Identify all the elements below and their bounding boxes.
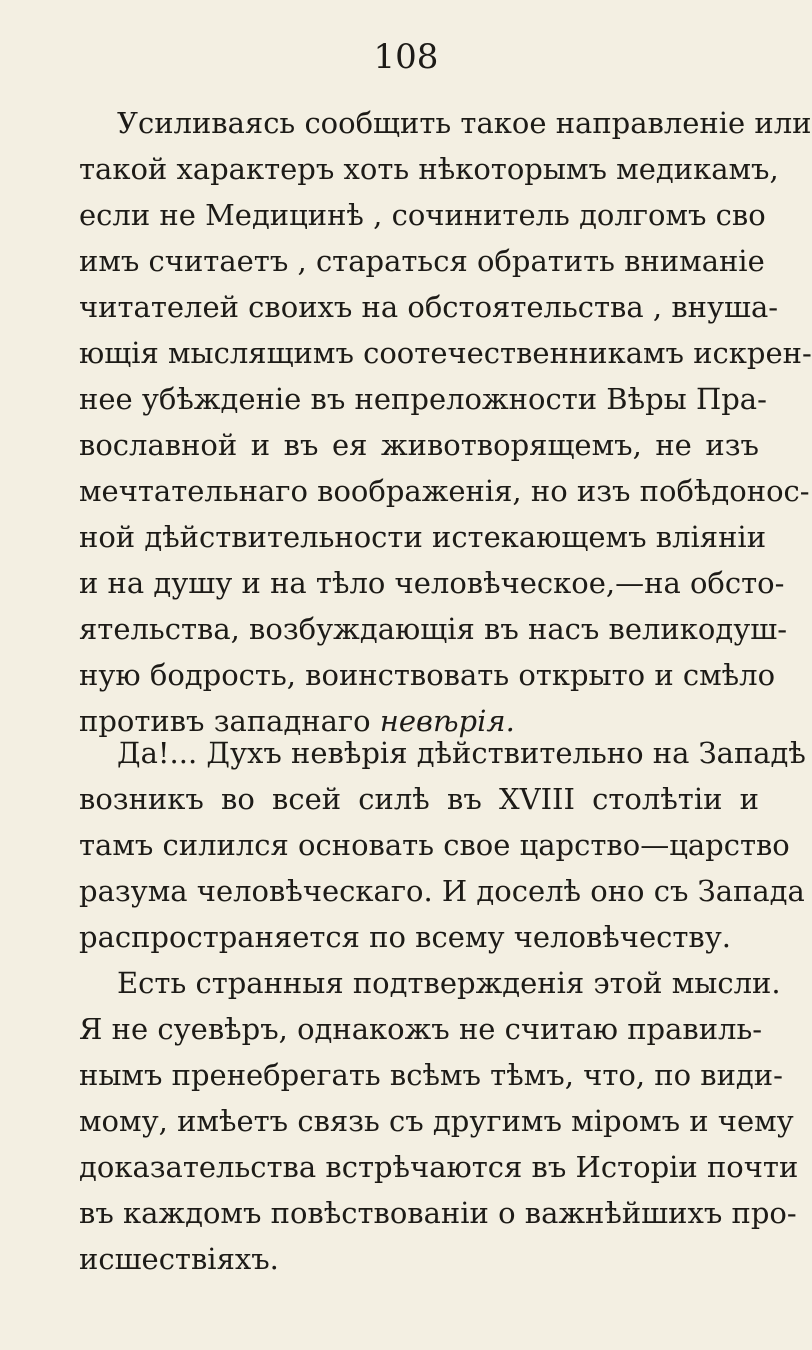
text-line: имъ считаетъ , стараться обратить вниманіе [79, 244, 765, 278]
text-line: ющія мыслящимъ соотечественникамъ искрен- [79, 336, 812, 370]
text-line-start: противъ западнаго [79, 704, 371, 738]
text-line: возникъ во всей силѣ въ XVIII столѣтіи и [79, 782, 759, 816]
text-line: мому, имѣетъ связь съ другимъ міромъ и чему [79, 1104, 794, 1138]
paragraph-2 [79, 730, 806, 960]
italic-word: невѣрія. [379, 704, 515, 738]
page-number: 108 [373, 37, 439, 77]
text-line: тамъ силился основать свое царство—царство [79, 828, 790, 862]
text-line: ной дѣйствительности истекающемъ вліяніи [79, 520, 767, 554]
text-line: читателей своихъ на обстоятельства , внуша- [79, 290, 779, 324]
text-line: мечтательнаго воображенія, но изъ побѣдонос- [79, 474, 810, 508]
paragraph-3 [79, 960, 799, 1282]
text-line: ятельства, возбуждающія въ насъ великодуш- [79, 612, 788, 646]
text-line: и на душу и на тѣло человѣческое,—на обсто- [79, 566, 785, 600]
text-line: вославной и въ ея животворящемъ, не изъ [79, 428, 759, 462]
text-line: Есть странныя подтвержденія этой мысли. [117, 966, 781, 1000]
text-line: въ каждомъ повѣствованіи о важнѣйшихъ про- [79, 1196, 797, 1230]
text-line: если не Медицинѣ , сочинитель долгомъ сво [79, 198, 766, 232]
text-line: нее убѣжденіе въ непреложности Вѣры Пра- [79, 382, 767, 416]
text-line: такой характеръ хоть нѣкоторымъ медикамъ, [79, 152, 779, 186]
text-line: ную бодрость, воинствовать открыто и смѣло [79, 658, 776, 692]
text-line: доказательства встрѣчаются въ Исторіи почти [79, 1150, 799, 1184]
text-line: Я не суевѣръ, однакожъ не считаю правиль- [79, 1012, 763, 1046]
text-line: нымъ пренебрегать всѣмъ тѣмъ, что, по види- [79, 1058, 783, 1092]
text-line: распространяется по всему человѣчеству. [79, 920, 732, 954]
text-line: Усиливаясь сообщить такое направленіе или [117, 106, 812, 140]
text-line: разума человѣческаго. И доселѣ оно съ Запада [79, 874, 805, 908]
text-line: Да!... Духъ невѣрія дѣйствительно на Западѣ [117, 736, 806, 770]
paragraph-1 [79, 100, 812, 744]
text-line: исшествіяхъ. [79, 1242, 279, 1276]
